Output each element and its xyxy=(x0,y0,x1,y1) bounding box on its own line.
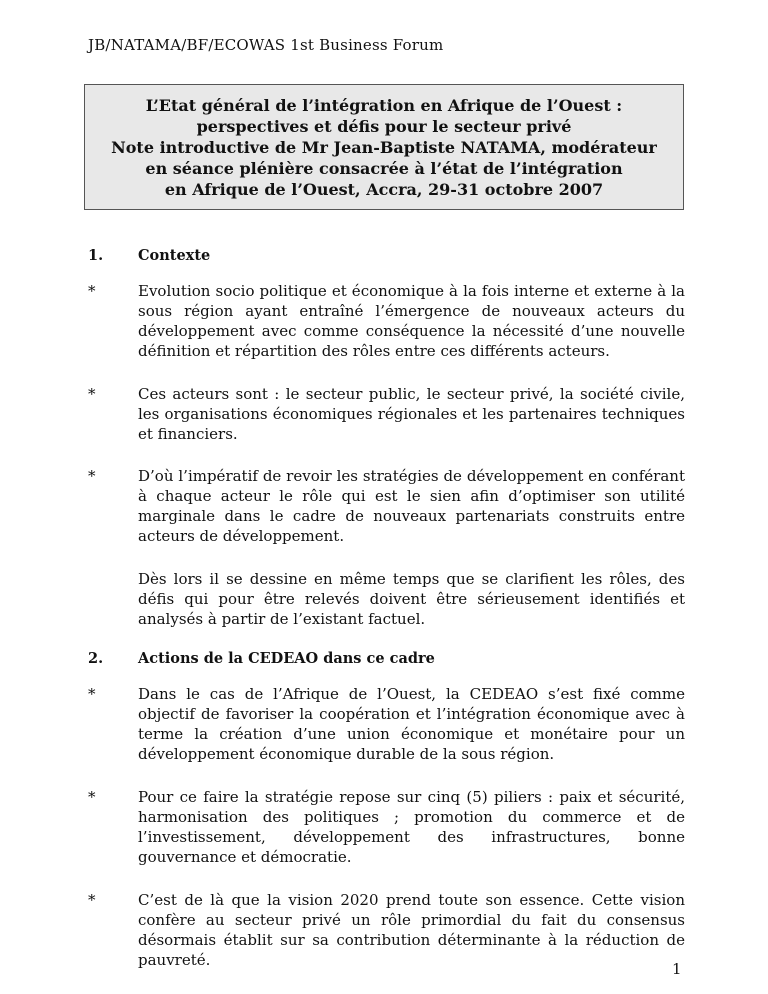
title-line: perspectives et défis pour le secteur privé xyxy=(196,117,572,136)
text-line: et financiers. xyxy=(138,425,238,443)
bullet-mark: * xyxy=(88,891,96,909)
text-line: analysés à partir de l’existant factuel. xyxy=(138,610,426,628)
text-line: sous région ayant entraîné l’émergence de nouveaux acteurs du xyxy=(138,302,685,320)
text-line: gouvernance et démocratie. xyxy=(138,848,352,866)
text-line: Ces acteurs sont : le secteur public, le secteur privé, la société civile, xyxy=(138,385,685,403)
section-title: Contexte xyxy=(138,247,211,264)
text-line: désormais établit sur sa contribution déterminante à la réduction de xyxy=(138,931,685,949)
text-line: définition et répartition des rôles entre ces différents acteurs. xyxy=(138,342,610,360)
text-line: Dans le cas de l’Afrique de l’Ouest, la CEDEAO s’est fixé comme xyxy=(138,685,685,703)
text-line: terme la création d’une union économique et monétaire pour un xyxy=(138,725,685,743)
text-line: défis qui pour être relevés doivent être sérieusement identifiés et xyxy=(138,590,685,608)
text-line: objectif de favoriser la coopération et l’intégration économique avec à xyxy=(138,705,685,723)
bullet-text xyxy=(138,684,685,764)
paragraph-text xyxy=(138,569,685,629)
text-line: l’investissement, développement des infrastructures, bonne xyxy=(138,828,685,846)
bullet-text xyxy=(138,466,685,546)
bullet-text xyxy=(138,787,685,867)
text-line: développement avec comme conséquence la nécessité d’une nouvelle xyxy=(138,322,685,340)
text-line: Dès lors il se dessine en même temps que se clarifient les rôles, des xyxy=(138,570,685,588)
title-line: en Afrique de l’Ouest, Accra, 29-31 octobre 2007 xyxy=(164,180,604,199)
text-line: D’où l’impératif de revoir les stratégies de développement en conférant xyxy=(138,467,685,485)
bullet-mark: * xyxy=(88,788,96,806)
bullet-mark: * xyxy=(88,385,96,403)
title-box xyxy=(84,84,684,210)
text-line: pauvreté. xyxy=(138,951,211,969)
text-line: confère au secteur privé un rôle primordial du fait du consensus xyxy=(138,911,685,929)
text-line: marginale dans le cadre de nouveaux partenariats construits entre xyxy=(138,507,685,525)
bullet-text xyxy=(138,281,685,361)
bullet-mark: * xyxy=(88,685,96,703)
section-title: Actions de la CEDEAO dans ce cadre xyxy=(138,650,435,667)
text-line: développement économique durable de la sous région. xyxy=(138,745,555,763)
title-line: en séance plénière consacrée à l’état de l’intégration xyxy=(145,159,623,178)
text-line: acteurs de développement. xyxy=(138,527,345,545)
text-line: à chaque acteur le rôle qui est le sien afin d’optimiser son utilité xyxy=(138,487,685,505)
bullet-text xyxy=(138,384,685,444)
page-number: 1 xyxy=(672,960,682,978)
text-line: les organisations économiques régionales et les partenaires techniques xyxy=(138,405,685,423)
text-line: harmonisation des politiques ; promotion du commerce et de xyxy=(138,808,685,826)
text-line: Evolution socio politique et économique à la fois interne et externe à la xyxy=(138,282,685,300)
title-line: Note introductive de Mr Jean-Baptiste NATAMA, modérateur xyxy=(111,138,657,157)
section-number: 2. xyxy=(88,650,104,667)
section-number: 1. xyxy=(88,247,104,264)
title-line: L’Etat général de l’intégration en Afrique de l’Ouest : xyxy=(145,96,623,115)
text-line: Pour ce faire la stratégie repose sur cinq (5) piliers : paix et sécurité, xyxy=(138,788,685,806)
running-header: JB/NATAMA/BF/ECOWAS 1st Business Forum xyxy=(88,36,444,54)
bullet-mark: * xyxy=(88,282,96,300)
bullet-mark: * xyxy=(88,467,96,485)
bullet-text xyxy=(138,890,685,970)
text-line: C’est de là que la vision 2020 prend toute son essence. Cette vision xyxy=(138,891,685,909)
